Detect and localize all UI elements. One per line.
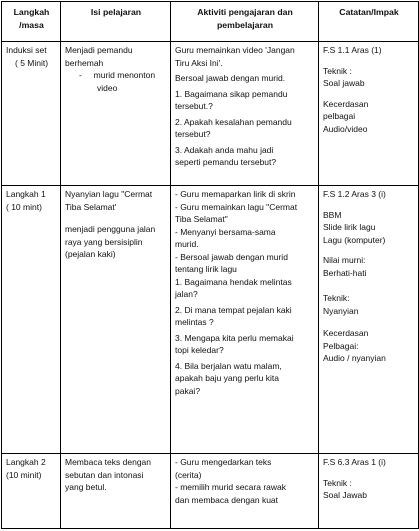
langkah-cell: Langkah 2 (10 minit): [2, 454, 61, 529]
langkah-cell: Langkah 1 ( 10 mint): [2, 186, 61, 454]
aktiviti-cell: Guru memainkan video 'Jangan Tiru Aksi Ini'. Bersoal jawab dengan murid. 1. Bagaimana sikap pemandu tersebut.? 2. Apakah kesalahan pemandu tersebut? 3. Adakah anda mahu jadi seperti pemandu tersebut?: [171, 42, 319, 186]
table-row: [2, 42, 419, 186]
header-isi: Isi pelajaran: [61, 2, 171, 42]
lesson-plan-table: [1, 1, 419, 529]
isi-cell: Nyanyian lagu "Cermat Tiba Selamat' menjadi pengguna jalan raya yang bersisiplin (pejalan kaki): [61, 186, 171, 454]
catatan-cell: F.S 1.2 Aras 3 (i) BBM Slide lirik lagu Lagu (komputer) Nilai murni: Berhati-hati Teknik: Nyanyian Kecerdasan Pelbagai: Audio / nyanyian: [319, 186, 419, 454]
table-row: [2, 454, 419, 529]
table-row: [2, 186, 419, 454]
bullet-dash: -: [79, 70, 82, 80]
header-row: [2, 2, 419, 42]
aktiviti-cell: - Guru memaparkan lirik di skrin - Guru memainkan lagu "Cermat Tiba Selamat" - Menyanyi bersama-sama murid. - Bersoal jawab dengan murid tentang lirik lagu 1. Bagaimana hendak melintas jalan? 2. Di mana tempat pejalan kaki melintas ? 3. Mengapa kita perlu memakai topi keledar? 4. Bila berjalan watu malam, apakah baju yang perlu kita pakai?: [171, 186, 319, 454]
aktiviti-cell: - Guru mengedarkan teks (cerita) - memilih murid secara rawak dan membaca dengan kuat: [171, 454, 319, 529]
header-catatan: Catatan/Impak: [319, 2, 419, 42]
header-aktiviti: Aktiviti pengajaran dan pembelajaran: [171, 2, 319, 42]
langkah-cell: Induksi set ( 5 Minit): [2, 42, 61, 186]
isi-cell: Menjadi pemandu berhemah - murid menonton video: [61, 42, 171, 186]
catatan-cell: F.S 1.1 Aras (1) Teknik : Soal jawab Kecerdasan pelbagai Audio/video: [319, 42, 419, 186]
header-langkah: Langkah /masa: [2, 2, 61, 42]
isi-cell: Membaca teks dengan sebutan dan intonasi yang betul.: [61, 454, 171, 529]
catatan-cell: F.S 6.3 Aras 1 (i) Teknik : Soal Jawab: [319, 454, 419, 529]
